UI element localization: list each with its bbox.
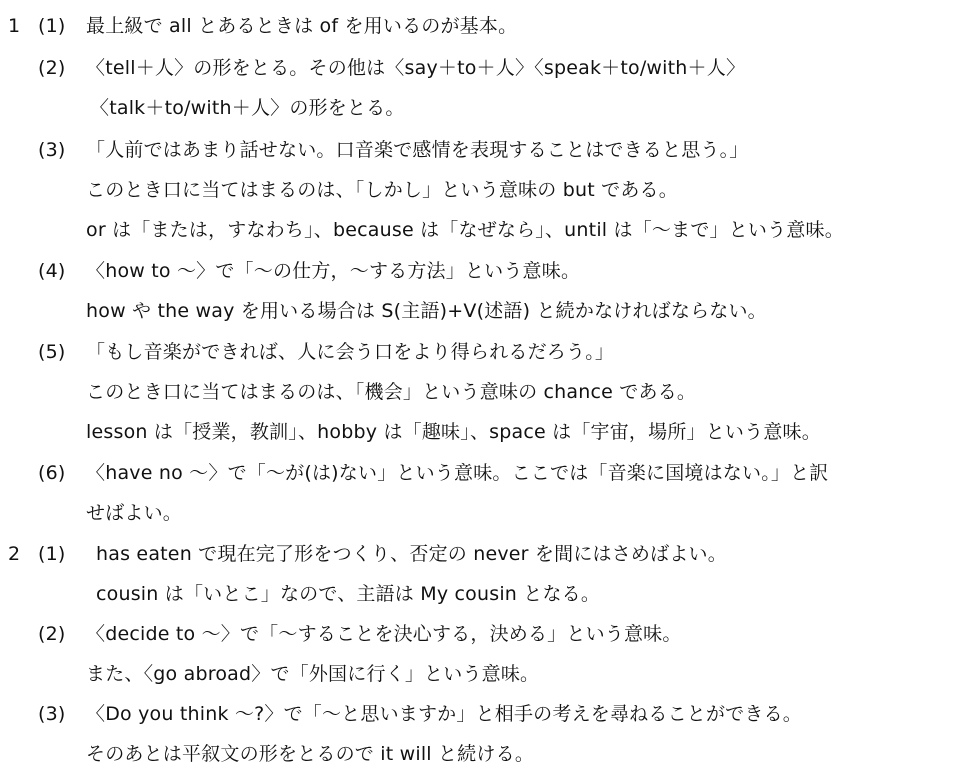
item-1-4-line-2: how や the way を用いる場合は S(主語)+V(述語) と続かなければならない。 <box>86 300 767 322</box>
item-1-3-line-3: or は「または，すなわち」、because は「なぜなら」、until は「～まで」という意味。 <box>86 219 844 241</box>
item-1-4-number: (4) <box>38 260 66 282</box>
item-2-2-line-1: 〈decide to ～〉で「～することを決心する，決める」という意味。 <box>86 623 682 645</box>
item-2-2-number: (2) <box>38 623 66 645</box>
item-1-3-line-1: 「人前ではあまり話せない。口音楽で感情を表現することはできると思う。」 <box>86 139 749 161</box>
item-1-3-line-2: このとき口に当てはまるのは、「しかし」という意味の but である。 <box>86 179 678 201</box>
item-1-3-number: (3) <box>38 139 66 161</box>
item-1-6-line-2: せばよい。 <box>86 502 183 524</box>
item-1-4-line-1: 〈how to ～〉で「～の仕方，～する方法」という意味。 <box>86 260 581 282</box>
item-1-2-line-2: 〈talk＋to/with＋人〉の形をとる。 <box>90 97 405 119</box>
item-1-5-line-3: lesson は「授業，教訓」、hobby は「趣味」、space は「宇宙，場所」という意味。 <box>86 421 821 443</box>
item-1-1-number: (1) <box>38 15 66 37</box>
item-2-1-line-1: has eaten で現在完了形をつくり、否定の never を間にはさめばよい。 <box>96 543 727 565</box>
section-1-number: 1 <box>8 15 21 37</box>
item-1-2-line-1: 〈tell＋人〉の形をとる。その他は〈say＋to＋人〉〈speak＋to/with＋人〉 <box>86 57 746 79</box>
item-2-3-number: (3) <box>38 703 66 725</box>
item-1-5-number: (5) <box>38 341 66 363</box>
item-1-5-line-1: 「もし音楽ができれば、人に会う口をより得られるだろう。」 <box>86 341 615 363</box>
item-2-1-number: (1) <box>38 543 66 565</box>
item-1-6-line-1: 〈have no ～〉で「～が(は)ない」という意味。ここでは「音楽に国境はない。」と訳 <box>86 462 829 484</box>
item-1-5-line-2: このとき口に当てはまるのは、「機会」という意味の chance である。 <box>86 381 697 403</box>
item-2-2-line-2: また、〈go abroad〉で「外国に行く」という意味。 <box>86 663 540 685</box>
item-1-1-line-1: 最上級で all とあるときは of を用いるのが基本。 <box>86 15 518 37</box>
section-2-number: 2 <box>8 543 21 565</box>
item-1-6-number: (6) <box>38 462 66 484</box>
item-2-3-line-2: そのあとは平叙文の形をとるので it will と続ける。 <box>86 743 535 765</box>
item-2-3-line-1: 〈Do you think ～?〉で「～と思いますか」と相手の考えを尋ねることができる。 <box>86 703 802 725</box>
item-2-1-line-2: cousin は「いとこ」なので、主語は My cousin となる。 <box>96 583 601 605</box>
item-1-2-number: (2) <box>38 57 66 79</box>
